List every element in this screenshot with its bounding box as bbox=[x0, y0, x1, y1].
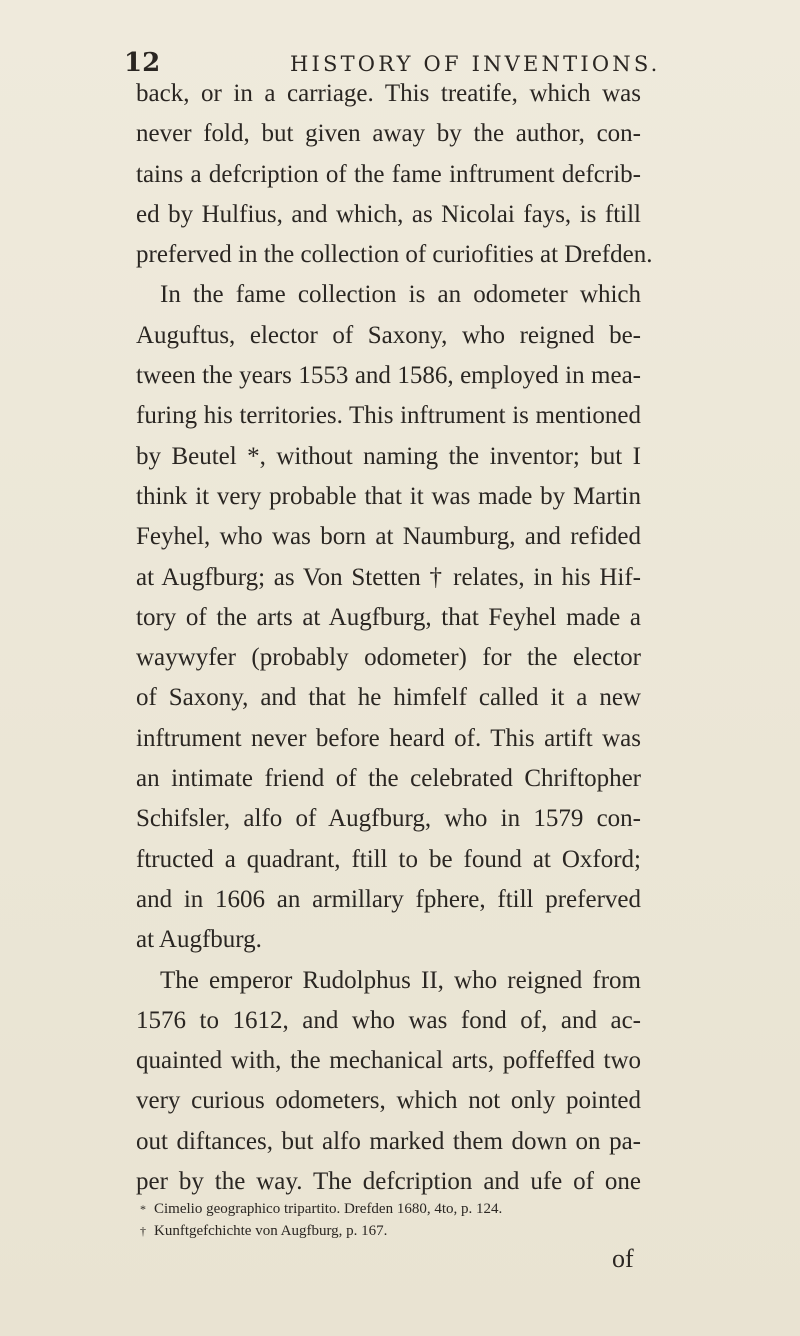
text-line: ed by Hulfius, and which, as Nicolai fays, is ftill bbox=[136, 200, 641, 228]
text-line: furing his territories. This inftrument is mentioned bbox=[136, 402, 641, 430]
text-line: In the fame collection is an odometer which bbox=[160, 281, 641, 309]
text-line: out diftances, but alfo marked them down on pa- bbox=[136, 1127, 641, 1155]
text-line: an intimate friend of the celebrated Chriftopher bbox=[136, 765, 641, 793]
text-line: The emperor Rudolphus II, who reigned from bbox=[160, 966, 641, 994]
text-line: Feyhel, who was born at Naumburg, and refided bbox=[136, 523, 641, 551]
text-line: tains a defcription of the fame inftrument defcrib- bbox=[136, 160, 641, 188]
footnote-text: Cimelio geographico tripartito. Drefden 1680, 4to, p. 124. bbox=[154, 1201, 503, 1217]
text-line: quainted with, the mechanical arts, poffeffed two bbox=[136, 1047, 641, 1075]
running-title: HISTORY OF INVENTIONS. bbox=[290, 52, 661, 76]
text-line: very curious odometers, which not only pointed bbox=[136, 1087, 641, 1115]
page-number: 12 bbox=[124, 48, 161, 78]
text-line: by Beutel *, without naming the inventor; but I bbox=[136, 442, 641, 470]
text-line: Auguftus, elector of Saxony, who reigned be- bbox=[136, 321, 641, 349]
text-line: waywyfer (probably odometer) for the elector bbox=[136, 644, 641, 672]
footnotes bbox=[140, 1198, 640, 1242]
text-line: and in 1606 an armillary fphere, ftill preferved bbox=[136, 885, 641, 913]
footnote-text: Kunftgefchichte von Augfburg, p. 167. bbox=[154, 1223, 388, 1239]
text-line: at Augfburg. bbox=[136, 926, 262, 954]
catchword: of bbox=[612, 1244, 634, 1273]
body-text bbox=[136, 74, 653, 1202]
text-line: back, or in a carriage. This treatife, which was bbox=[136, 80, 641, 107]
text-line: inftrument never before heard of. This artift was bbox=[136, 724, 641, 752]
text-line: per by the way. The defcription and ufe of one bbox=[136, 1168, 641, 1196]
text-line: preferved in the collection of curiofities at Drefden. bbox=[136, 241, 653, 269]
text-line: of Saxony, and that he himfelf called it a new bbox=[136, 684, 641, 712]
text-line: think it very probable that it was made by Martin bbox=[136, 482, 641, 510]
footnote-mark: * bbox=[140, 1202, 146, 1216]
footnote-mark: † bbox=[140, 1224, 146, 1238]
footnote bbox=[140, 1220, 640, 1242]
text-line: never fold, but given away by the author, con- bbox=[136, 120, 641, 148]
text-line: Schifsler, alfo of Augfburg, who in 1579 con- bbox=[136, 805, 641, 833]
text-line: tory of the arts at Augfburg, that Feyhel made a bbox=[136, 603, 641, 631]
footnote bbox=[140, 1198, 640, 1220]
text-line: tween the years 1553 and 1586, employed in mea- bbox=[136, 362, 641, 390]
text-line: ftructed a quadrant, ftill to be found at Oxford; bbox=[136, 845, 641, 873]
text-line: at Augfburg; as Von Stetten † relates, in his Hif- bbox=[136, 563, 641, 591]
text-line: 1576 to 1612, and who was fond of, and ac- bbox=[136, 1006, 641, 1034]
